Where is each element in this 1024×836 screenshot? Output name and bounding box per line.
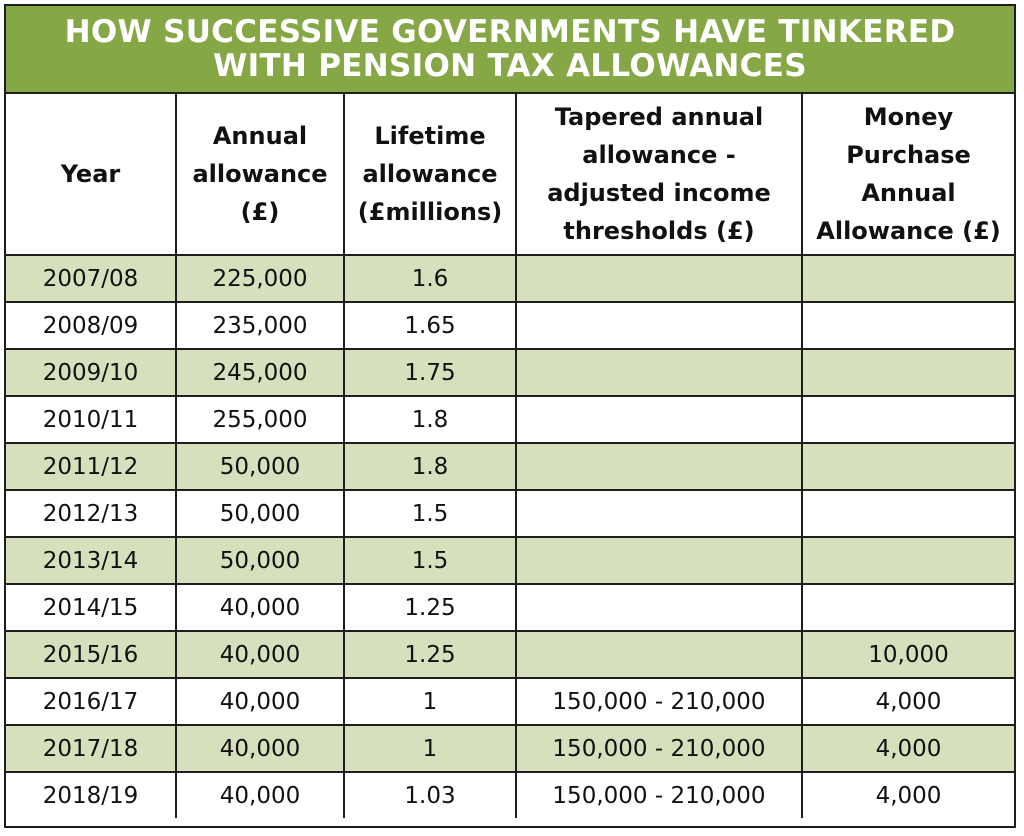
column-header-3-line-1: allowance - [582, 141, 736, 169]
table-cell: 1.03 [344, 772, 516, 818]
column-header-0-line-0: Year [60, 160, 121, 188]
column-header-1-line-2: (£) [240, 198, 280, 226]
column-header-3 [516, 94, 802, 255]
table-cell: 40,000 [176, 725, 344, 772]
table-frame [4, 4, 1016, 828]
table-cell: 2007/08 [6, 255, 176, 302]
table-cell [802, 584, 1014, 631]
table-cell [802, 396, 1014, 443]
table-cell [516, 584, 802, 631]
table-cell: 150,000 - 210,000 [516, 772, 802, 818]
table-cell: 2015/16 [6, 631, 176, 678]
table-cell [516, 396, 802, 443]
table-cell [802, 443, 1014, 490]
table-cell: 2017/18 [6, 725, 176, 772]
table-cell: 1.25 [344, 631, 516, 678]
table-cell [802, 490, 1014, 537]
table-cell: 245,000 [176, 349, 344, 396]
table-row [6, 255, 1014, 302]
table-cell: 150,000 - 210,000 [516, 678, 802, 725]
table-cell: 50,000 [176, 443, 344, 490]
table-cell: 255,000 [176, 396, 344, 443]
table-row [6, 490, 1014, 537]
table-cell [802, 302, 1014, 349]
table-cell: 50,000 [176, 490, 344, 537]
table-cell: 4,000 [802, 725, 1014, 772]
table-cell: 1.5 [344, 537, 516, 584]
allowance-table [6, 94, 1014, 818]
table-row [6, 631, 1014, 678]
column-header-4-line-2: Annual [861, 179, 956, 207]
column-header-3-line-2: adjusted income [547, 179, 771, 207]
table-row [6, 678, 1014, 725]
table-cell: 1 [344, 725, 516, 772]
table-row [6, 443, 1014, 490]
table-cell: 1.25 [344, 584, 516, 631]
table-row [6, 772, 1014, 818]
table-cell: 40,000 [176, 772, 344, 818]
column-header-1 [176, 94, 344, 255]
table-row [6, 349, 1014, 396]
column-header-4 [802, 94, 1014, 255]
table-cell [516, 255, 802, 302]
column-header-3-line-3: thresholds (£) [563, 217, 755, 245]
table-cell: 150,000 - 210,000 [516, 725, 802, 772]
table-cell: 2011/12 [6, 443, 176, 490]
column-header-2-line-1: allowance [362, 160, 498, 188]
table-cell: 50,000 [176, 537, 344, 584]
table-cell [802, 349, 1014, 396]
table-cell: 4,000 [802, 772, 1014, 818]
table-cell: 2014/15 [6, 584, 176, 631]
table-cell: 235,000 [176, 302, 344, 349]
table-cell: 2010/11 [6, 396, 176, 443]
column-header-2-line-0: Lifetime [374, 122, 486, 150]
table-cell [516, 490, 802, 537]
table-cell: 2012/13 [6, 490, 176, 537]
table-cell: 10,000 [802, 631, 1014, 678]
table-cell: 40,000 [176, 678, 344, 725]
column-header-2 [344, 94, 516, 255]
table-row [6, 537, 1014, 584]
table-cell: 1.6 [344, 255, 516, 302]
table-cell: 2018/19 [6, 772, 176, 818]
table-cell: 2013/14 [6, 537, 176, 584]
table-row [6, 584, 1014, 631]
table-row [6, 302, 1014, 349]
column-header-0 [6, 94, 176, 255]
table-cell [802, 255, 1014, 302]
table-cell [516, 349, 802, 396]
column-header-1-line-1: allowance [192, 160, 328, 188]
column-header-1-line-0: Annual [212, 122, 308, 150]
table-cell: 225,000 [176, 255, 344, 302]
column-header-3-line-0: Tapered annual [554, 103, 764, 131]
table-title [6, 6, 1014, 94]
table-cell: 1 [344, 678, 516, 725]
column-header-4-line-1: Purchase [846, 141, 971, 169]
column-header-2-line-2: (£millions) [357, 198, 503, 226]
table-cell: 1.8 [344, 443, 516, 490]
table-cell: 1.8 [344, 396, 516, 443]
column-header-4-line-3: Allowance (£) [816, 217, 1001, 245]
table-cell [516, 537, 802, 584]
table-row [6, 725, 1014, 772]
table-cell: 2008/09 [6, 302, 176, 349]
table-cell: 40,000 [176, 631, 344, 678]
table-cell: 1.75 [344, 349, 516, 396]
table-cell: 1.5 [344, 490, 516, 537]
table-cell [516, 443, 802, 490]
table-row [6, 396, 1014, 443]
table-cell: 2009/10 [6, 349, 176, 396]
table-cell: 40,000 [176, 584, 344, 631]
table-body [6, 255, 1014, 818]
table-cell: 1.65 [344, 302, 516, 349]
table-cell [516, 631, 802, 678]
column-header-4-line-0: Money [863, 103, 954, 131]
title-line-2: WITH PENSION TAX ALLOWANCES [213, 48, 807, 84]
header-row [6, 94, 1014, 255]
table-cell [516, 302, 802, 349]
title-line-1: HOW SUCCESSIVE GOVERNMENTS HAVE TINKERED [64, 14, 956, 50]
table-cell: 4,000 [802, 678, 1014, 725]
table-cell: 2016/17 [6, 678, 176, 725]
table-cell [802, 537, 1014, 584]
